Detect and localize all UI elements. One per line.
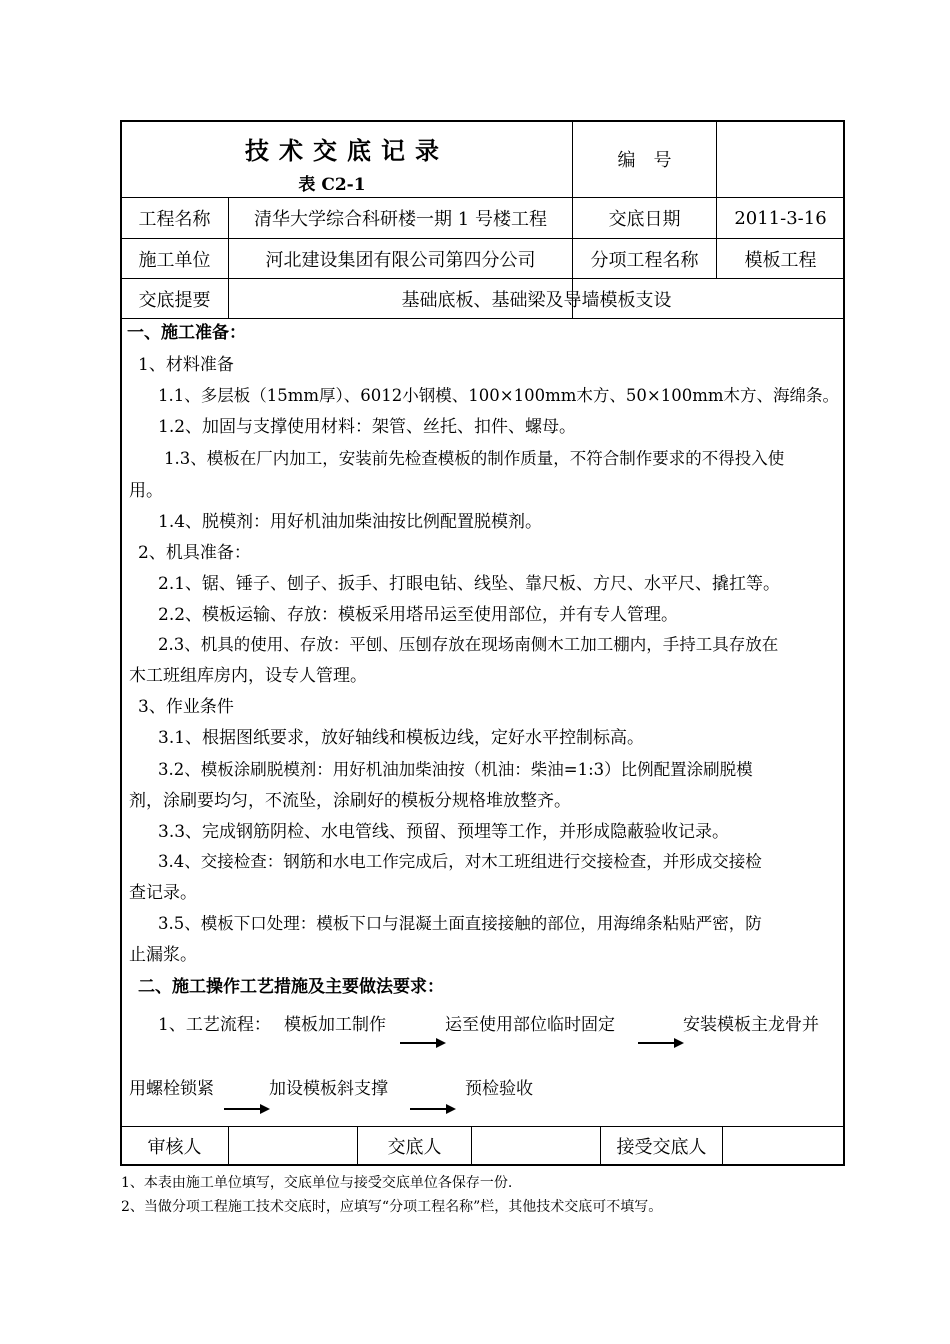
paragraph-1-3-cont: 用。 [129,481,163,501]
unit-value: 河北建设集团有限公司第四分公司 [265,249,536,271]
form-code: 表 C2-1 [298,174,366,195]
flow-label: 1、工艺流程： [158,1015,271,1035]
paragraph-1-3: 1.3、模板在厂内加工，安装前先检查模板的制作质量，不符合制作要求的不得投入使 [164,449,785,468]
flow-step: 加设模板斜支撑 [269,1079,388,1099]
project-label: 工程名称 [138,209,211,230]
form-title: 技术交底记录 [245,135,449,165]
flow-arrow-icon [400,1042,444,1044]
flow-step: 预检验收 [465,1079,533,1099]
subsection-conditions: 3、作业条件 [138,697,234,717]
paragraph-2-3-cont: 木工班组库房内，设专人管理。 [129,666,367,686]
paragraph-3-2-cont: 剂，涂刷要均匀，不流坠，涂刷好的模板分规格堆放整齐。 [129,791,571,811]
paragraph-3-4: 3.4、交接检查：钢筋和水电工作完成后，对木工班组进行交接检查，并形成交接检 [158,852,762,871]
paragraph-1-4: 1.4、脱模剂：用好机油加柴油按比例配置脱模剂。 [158,512,543,532]
paragraph-3-1: 3.1、根据图纸要求，放好轴线和模板边线，定好水平控制标高。 [158,728,645,748]
subsection-tools: 2、机具准备： [138,543,251,563]
paragraph-1-1: 1.1、多层板（15mm厚）、6012小钢模、100×100mm木方、50×100mm木方、海绵条。 [158,386,839,405]
number-label: 编 号 [617,150,672,171]
flow-step: 模板加工制作 [284,1015,386,1035]
subproject-value: 模板工程 [744,249,817,271]
project-value: 清华大学综合科研楼一期 1 号楼工程 [254,209,547,230]
subproject-label: 分项工程名称 [590,249,699,271]
paragraph-2-2: 2.2、模板运输、存放：模板采用塔吊运至使用部位，并有专人管理。 [158,605,679,625]
unit-label: 施工单位 [138,249,211,271]
paragraph-1-2: 1.2、加固与支撑使用材料：架管、丝托、扣件、螺母。 [158,417,577,437]
discloser-field[interactable] [472,1127,600,1165]
flow-arrow-icon [410,1108,454,1110]
summary-value: 基础底板、基础梁及导墙模板支设 [401,289,672,311]
paragraph-3-4-cont: 查记录。 [129,883,197,903]
section-1-title: 一、施工准备： [127,323,246,343]
receiver-field[interactable] [723,1127,844,1165]
reviewer-label: 审核人 [147,1137,202,1158]
paragraph-2-1: 2.1、锯、锤子、刨子、扳手、打眼电钻、线坠、靠尺板、方尺、水平尺、撬扛等。 [158,574,781,594]
date-value: 2011-3-16 [734,207,827,229]
row-divider [121,318,844,319]
number-field[interactable] [717,121,844,197]
flow-arrow-icon [224,1108,268,1110]
paragraph-2-3: 2.3、机具的使用、存放：平刨、压刨存放在现场南侧木工加工棚内，手持工具存放在 [158,635,779,654]
subsection-materials: 1、材料准备 [138,355,234,375]
footnote: 2、当做分项工程施工技术交底时，应填写“分项工程名称”栏，其他技术交底可不填写。 [121,1199,663,1215]
paragraph-3-5-cont: 止漏浆。 [129,945,197,965]
section-2-title: 二、施工操作工艺措施及主要做法要求： [138,977,444,997]
reviewer-field[interactable] [229,1127,357,1165]
flow-step: 运至使用部位临时固定 [445,1015,615,1035]
paragraph-3-2: 3.2、模板涂刷脱模剂：用好机油加柴油按（机油：柴油=1:3）比例配置涂刷脱模 [158,760,753,779]
date-label: 交底日期 [608,209,681,230]
summary-label: 交底提要 [138,289,211,311]
receiver-label: 接受交底人 [616,1137,707,1158]
discloser-label: 交底人 [387,1137,442,1158]
footnote: 1、本表由施工单位填写，交底单位与接受交底单位各保存一份. [121,1175,513,1191]
flow-step: 用螺栓锁紧 [129,1079,214,1099]
flow-arrow-icon [638,1042,682,1044]
flow-step: 安装模板主龙骨并 [683,1015,819,1035]
paragraph-3-3: 3.3、完成钢筋阴检、水电管线、预留、预埋等工作，并形成隐蔽验收记录。 [158,822,730,842]
paragraph-3-5: 3.5、模板下口处理：模板下口与混凝土面直接接触的部位，用海绵条粘贴严密，防 [158,914,762,933]
